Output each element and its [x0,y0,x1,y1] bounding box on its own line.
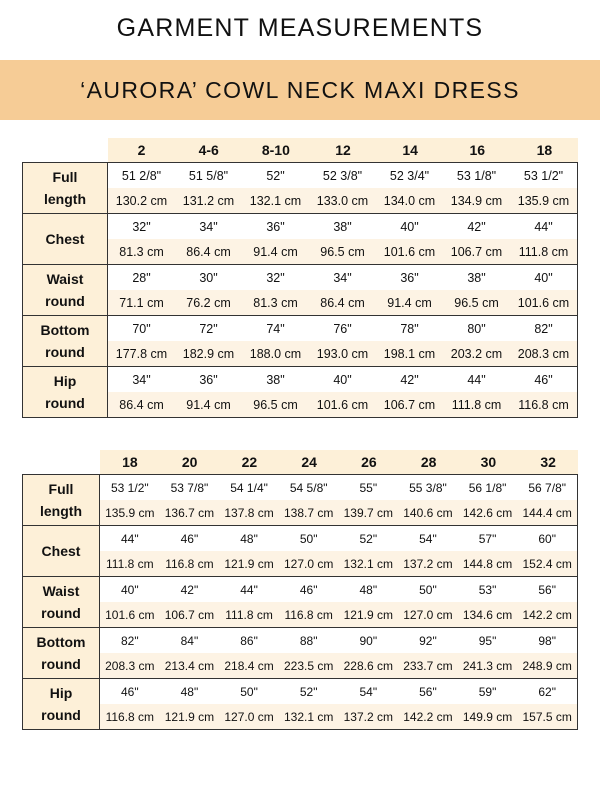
inch-value: 54" [419,531,437,546]
measurement-row [23,214,577,265]
measurement-values [100,475,577,525]
cm-value: 106.7 cm [383,397,436,412]
cm-value: 213.4 cm [164,658,215,673]
measurement-row [23,679,577,730]
measurement-label: Bottom round [23,628,100,678]
page-title: GARMENT MEASUREMENTS [116,14,484,42]
measurement-row [23,577,577,628]
inch-value: 80" [467,321,486,336]
cm-value: 116.8 cm [284,607,333,622]
cm-value: 144.8 cm [462,556,513,571]
size-header-cells [108,138,578,162]
cm-value: 127.0 cm [284,556,334,571]
cm-value: 111.8 cm [518,244,569,259]
inch-value: 78" [400,321,419,336]
cm-value: 132.1 cm [249,193,302,208]
inch-value: 74" [266,321,285,336]
inch-value: 53" [478,582,497,597]
inch-value: 54 1/4" [230,480,268,495]
size-header: 22 [241,454,258,470]
cm-value: 149.9 cm [462,709,513,724]
cm-value: 91.4 cm [186,397,231,412]
cm-value: 133.0 cm [316,193,369,208]
inch-value: 76" [333,321,352,336]
cm-value: 96.5 cm [253,397,298,412]
measurement-row [23,628,577,679]
measurement-values [100,577,577,627]
cm-value: 142.2 cm [403,709,453,724]
size-header: 4-6 [198,142,219,158]
inch-value: 36" [266,219,285,234]
inch-value: 40" [400,219,419,234]
size-header: 14 [402,142,418,158]
cm-value: 138.7 cm [284,505,334,520]
inches-line [108,367,577,392]
cm-line [108,392,577,417]
measurement-values [100,526,577,576]
size-header: 8-10 [261,142,290,158]
cm-value: 139.7 cm [343,505,393,520]
cm-value: 101.6 cm [517,295,570,310]
cm-value: 136.7 cm [164,505,215,520]
inches-line [108,316,577,341]
inch-value: 32" [132,219,151,234]
cm-value: 241.3 cm [462,658,513,673]
size-header: 16 [469,142,486,158]
size-header-cells [100,450,578,474]
cm-value: 208.3 cm [105,658,155,673]
measurement-label: Waist round [23,577,100,627]
cm-value: 198.1 cm [383,346,436,361]
inch-value: 40" [121,582,139,597]
cm-value: 116.8 cm [105,709,155,724]
inch-value: 38" [333,219,352,234]
cm-value: 131.2 cm [182,193,235,208]
inch-value: 51 2/8" [121,168,162,183]
measurement-label: Chest [23,214,108,264]
cm-value: 71.1 cm [119,295,164,310]
inch-value: 86" [240,633,258,648]
cm-value: 101.6 cm [105,607,155,622]
cm-value: 106.7 cm [450,244,503,259]
measurement-row [23,163,577,214]
cm-value: 157.5 cm [522,709,572,724]
inch-value: 92" [419,633,437,648]
product-banner [0,60,600,120]
size-header: 18 [122,454,138,470]
inch-value: 36" [199,372,218,387]
inch-value: 44" [534,219,553,234]
cm-value: 140.6 cm [403,505,453,520]
cm-line [100,704,577,729]
inch-value: 46" [180,531,199,546]
inch-value: 42" [400,372,419,387]
measurement-row [23,475,577,526]
measurement-body [22,474,578,730]
inch-value: 48" [240,531,258,546]
measurement-values [108,214,577,264]
inch-value: 53 1/2" [111,480,149,495]
measurement-row [23,526,577,577]
cm-value: 121.9 cm [164,709,215,724]
cm-value: 106.7 cm [164,607,215,622]
inch-value: 90" [359,633,378,648]
inch-value: 53 7/8" [170,480,209,495]
measurement-values [108,265,577,315]
inch-value: 98" [538,633,556,648]
inch-value: 56 1/8" [468,480,507,495]
inch-value: 42" [467,219,486,234]
cm-value: 233.7 cm [403,658,453,673]
cm-value: 111.8 cm [451,397,502,412]
cm-value: 142.6 cm [462,505,513,520]
inches-line [108,214,577,239]
inches-line [100,577,577,602]
inch-value: 46" [121,684,139,699]
inches-line [108,163,577,188]
cm-line [100,500,577,525]
size-header: 26 [361,454,377,470]
measurement-body [22,162,578,418]
measurement-row [23,316,577,367]
measurement-label: Full length [23,163,108,213]
measurement-values [108,367,577,417]
cm-line [108,188,577,213]
cm-value: 127.0 cm [224,709,274,724]
cm-value: 208.3 cm [517,346,570,361]
inch-value: 34" [132,372,151,387]
size-header: 30 [480,454,497,470]
inch-value: 34" [333,270,352,285]
cm-value: 96.5 cm [454,295,499,310]
inches-line [100,628,577,653]
cm-value: 152.4 cm [522,556,572,571]
size-header: 12 [335,142,351,158]
inches-line [100,475,577,500]
measurement-values [108,316,577,366]
cm-value: 177.8 cm [115,346,168,361]
measurement-label: Hip round [23,679,100,729]
measurement-row [23,367,577,418]
size-header: 2 [137,142,146,158]
size-header: 24 [301,454,317,470]
cm-value: 135.9 cm [105,505,155,520]
product-name: ‘AURORA’ COWL NECK MAXI DRESS [80,76,520,103]
cm-value: 137.2 cm [403,556,453,571]
inch-value: 44" [240,582,258,597]
cm-value: 86.4 cm [320,295,365,310]
inch-value: 46" [299,582,318,597]
cm-value: 86.4 cm [186,244,231,259]
cm-value: 218.4 cm [224,658,274,673]
cm-value: 134.0 cm [383,193,436,208]
measurement-label: Hip round [23,367,108,417]
inch-value: 50" [240,684,258,699]
inch-value: 36" [400,270,419,285]
header-spacer [22,138,108,162]
size-header: 32 [540,454,556,470]
inches-line [108,265,577,290]
inch-value: 56" [419,684,437,699]
cm-value: 121.9 cm [224,556,274,571]
inch-value: 28" [132,270,151,285]
cm-line [108,239,577,264]
measurement-label: Full length [23,475,100,525]
cm-value: 101.6 cm [383,244,436,259]
cm-value: 134.6 cm [462,607,513,622]
header-spacer [22,450,100,474]
inch-value: 50" [419,582,437,597]
inch-value: 95" [478,633,497,648]
inch-value: 52" [266,168,285,183]
size-header: 20 [181,454,198,470]
cm-value: 134.9 cm [450,193,503,208]
inch-value: 59" [478,684,497,699]
inch-value: 40" [534,270,553,285]
measurement-values [100,628,577,678]
cm-value: 132.1 cm [343,556,393,571]
inch-value: 44" [467,372,486,387]
cm-value: 193.0 cm [316,346,369,361]
cm-value: 223.5 cm [284,658,334,673]
inch-value: 46" [534,372,553,387]
cm-value: 142.2 cm [522,607,572,622]
inch-value: 48" [359,582,378,597]
measurement-values [100,679,577,729]
size-header-row [22,138,578,162]
size-header: 28 [420,454,437,470]
cm-value: 81.3 cm [119,244,164,259]
cm-value: 116.8 cm [165,556,214,571]
cm-value: 132.1 cm [284,709,334,724]
cm-value: 101.6 cm [316,397,369,412]
size-header-row [22,450,578,474]
inch-value: 53 1/8" [456,168,497,183]
inch-value: 51 5/8" [188,168,229,183]
cm-value: 91.4 cm [253,244,298,259]
inch-value: 84" [180,633,199,648]
inch-value: 52" [299,684,318,699]
cm-value: 137.2 cm [343,709,393,724]
cm-value: 248.9 cm [522,658,572,673]
cm-line [100,653,577,678]
inch-value: 62" [538,684,556,699]
inch-value: 50" [299,531,318,546]
inch-value: 55" [359,480,378,495]
inch-value: 32" [266,270,285,285]
cm-value: 228.6 cm [343,658,393,673]
cm-value: 121.9 cm [343,607,393,622]
inch-value: 57" [478,531,497,546]
inch-value: 52" [359,531,378,546]
cm-value: 137.8 cm [224,505,274,520]
inch-value: 48" [180,684,199,699]
cm-value: 203.2 cm [450,346,503,361]
inch-value: 34" [199,219,218,234]
inch-value: 52 3/8" [322,168,363,183]
measurement-label: Bottom round [23,316,108,366]
measurement-label: Chest [23,526,100,576]
size-table-large [22,450,578,730]
inch-value: 52 3/4" [389,168,430,183]
cm-value: 116.8 cm [518,397,569,412]
cm-value: 111.8 cm [225,607,273,622]
measurement-values [108,163,577,213]
size-table-small [22,138,578,418]
inch-value: 40" [333,372,352,387]
measurement-label: Waist round [23,265,108,315]
inch-value: 88" [299,633,318,648]
cm-value: 91.4 cm [387,295,432,310]
inch-value: 54" [359,684,378,699]
cm-value: 111.8 cm [106,556,154,571]
inch-value: 70" [132,321,151,336]
cm-value: 130.2 cm [115,193,168,208]
cm-value: 81.3 cm [253,295,298,310]
cm-line [100,551,577,576]
cm-value: 127.0 cm [403,607,453,622]
inch-value: 44" [121,531,139,546]
inch-value: 55 3/8" [409,480,447,495]
inch-value: 42" [180,582,199,597]
cm-value: 76.2 cm [186,295,231,310]
cm-value: 144.4 cm [522,505,572,520]
cm-value: 96.5 cm [320,244,365,259]
cm-line [108,341,577,366]
cm-value: 182.9 cm [182,346,235,361]
inch-value: 82" [121,633,139,648]
inches-line [100,526,577,551]
inch-value: 56" [538,582,556,597]
inches-line [100,679,577,704]
inch-value: 38" [266,372,285,387]
inch-value: 60" [538,531,556,546]
cm-value: 86.4 cm [119,397,164,412]
inch-value: 53 1/2" [523,168,564,183]
size-header: 18 [536,142,553,158]
inch-value: 30" [199,270,218,285]
inch-value: 38" [467,270,486,285]
cm-value: 135.9 cm [517,193,570,208]
cm-line [108,290,577,315]
cm-line [100,602,577,627]
inch-value: 56 7/8" [528,480,566,495]
inch-value: 72" [199,321,218,336]
inch-value: 54 5/8" [289,480,328,495]
cm-value: 188.0 cm [249,346,302,361]
measurement-row [23,265,577,316]
inch-value: 82" [534,321,553,336]
